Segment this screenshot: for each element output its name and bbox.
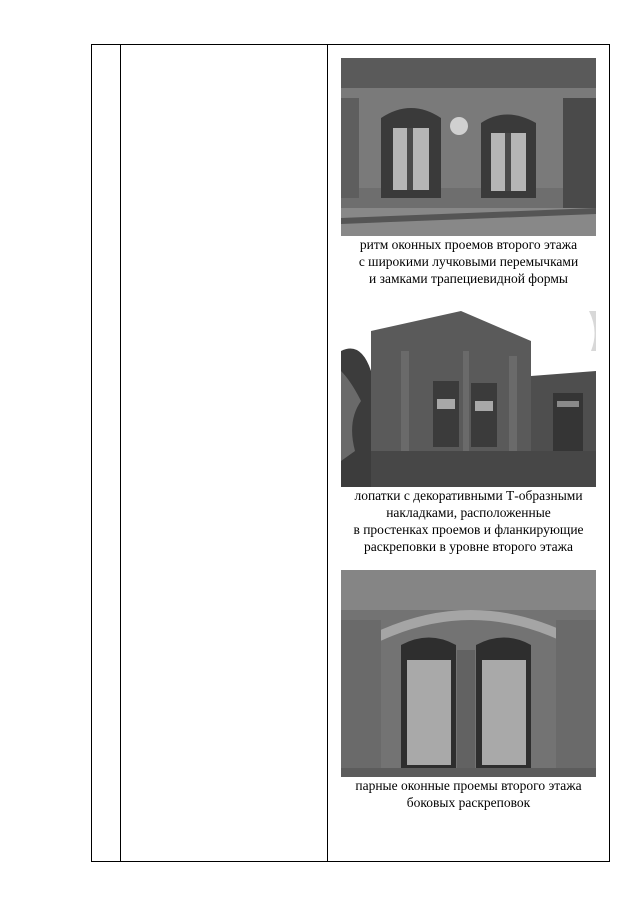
- paired-window-openings-photo: [341, 570, 596, 777]
- gable-facade-pilasters-photo: [341, 311, 596, 487]
- brick-facade-arched-windows-photo: [341, 58, 596, 236]
- figure-2-caption: лопатки с декоративными Т-образными накладками, расположенные в простенках проемов и фланкирующие раскреповки в уровне второго этажа: [353, 488, 584, 554]
- document-table: [91, 44, 610, 862]
- figure-1-caption: ритм оконных проемов второго этажа с широкими лучковыми перемычками и замками трапециевидной формы: [358, 237, 579, 286]
- figure-3-caption: парные оконные проемы второго этажа боковых раскреповок: [355, 778, 582, 810]
- table-cell-photos: [328, 45, 609, 861]
- table-column-divider-1: [120, 45, 121, 861]
